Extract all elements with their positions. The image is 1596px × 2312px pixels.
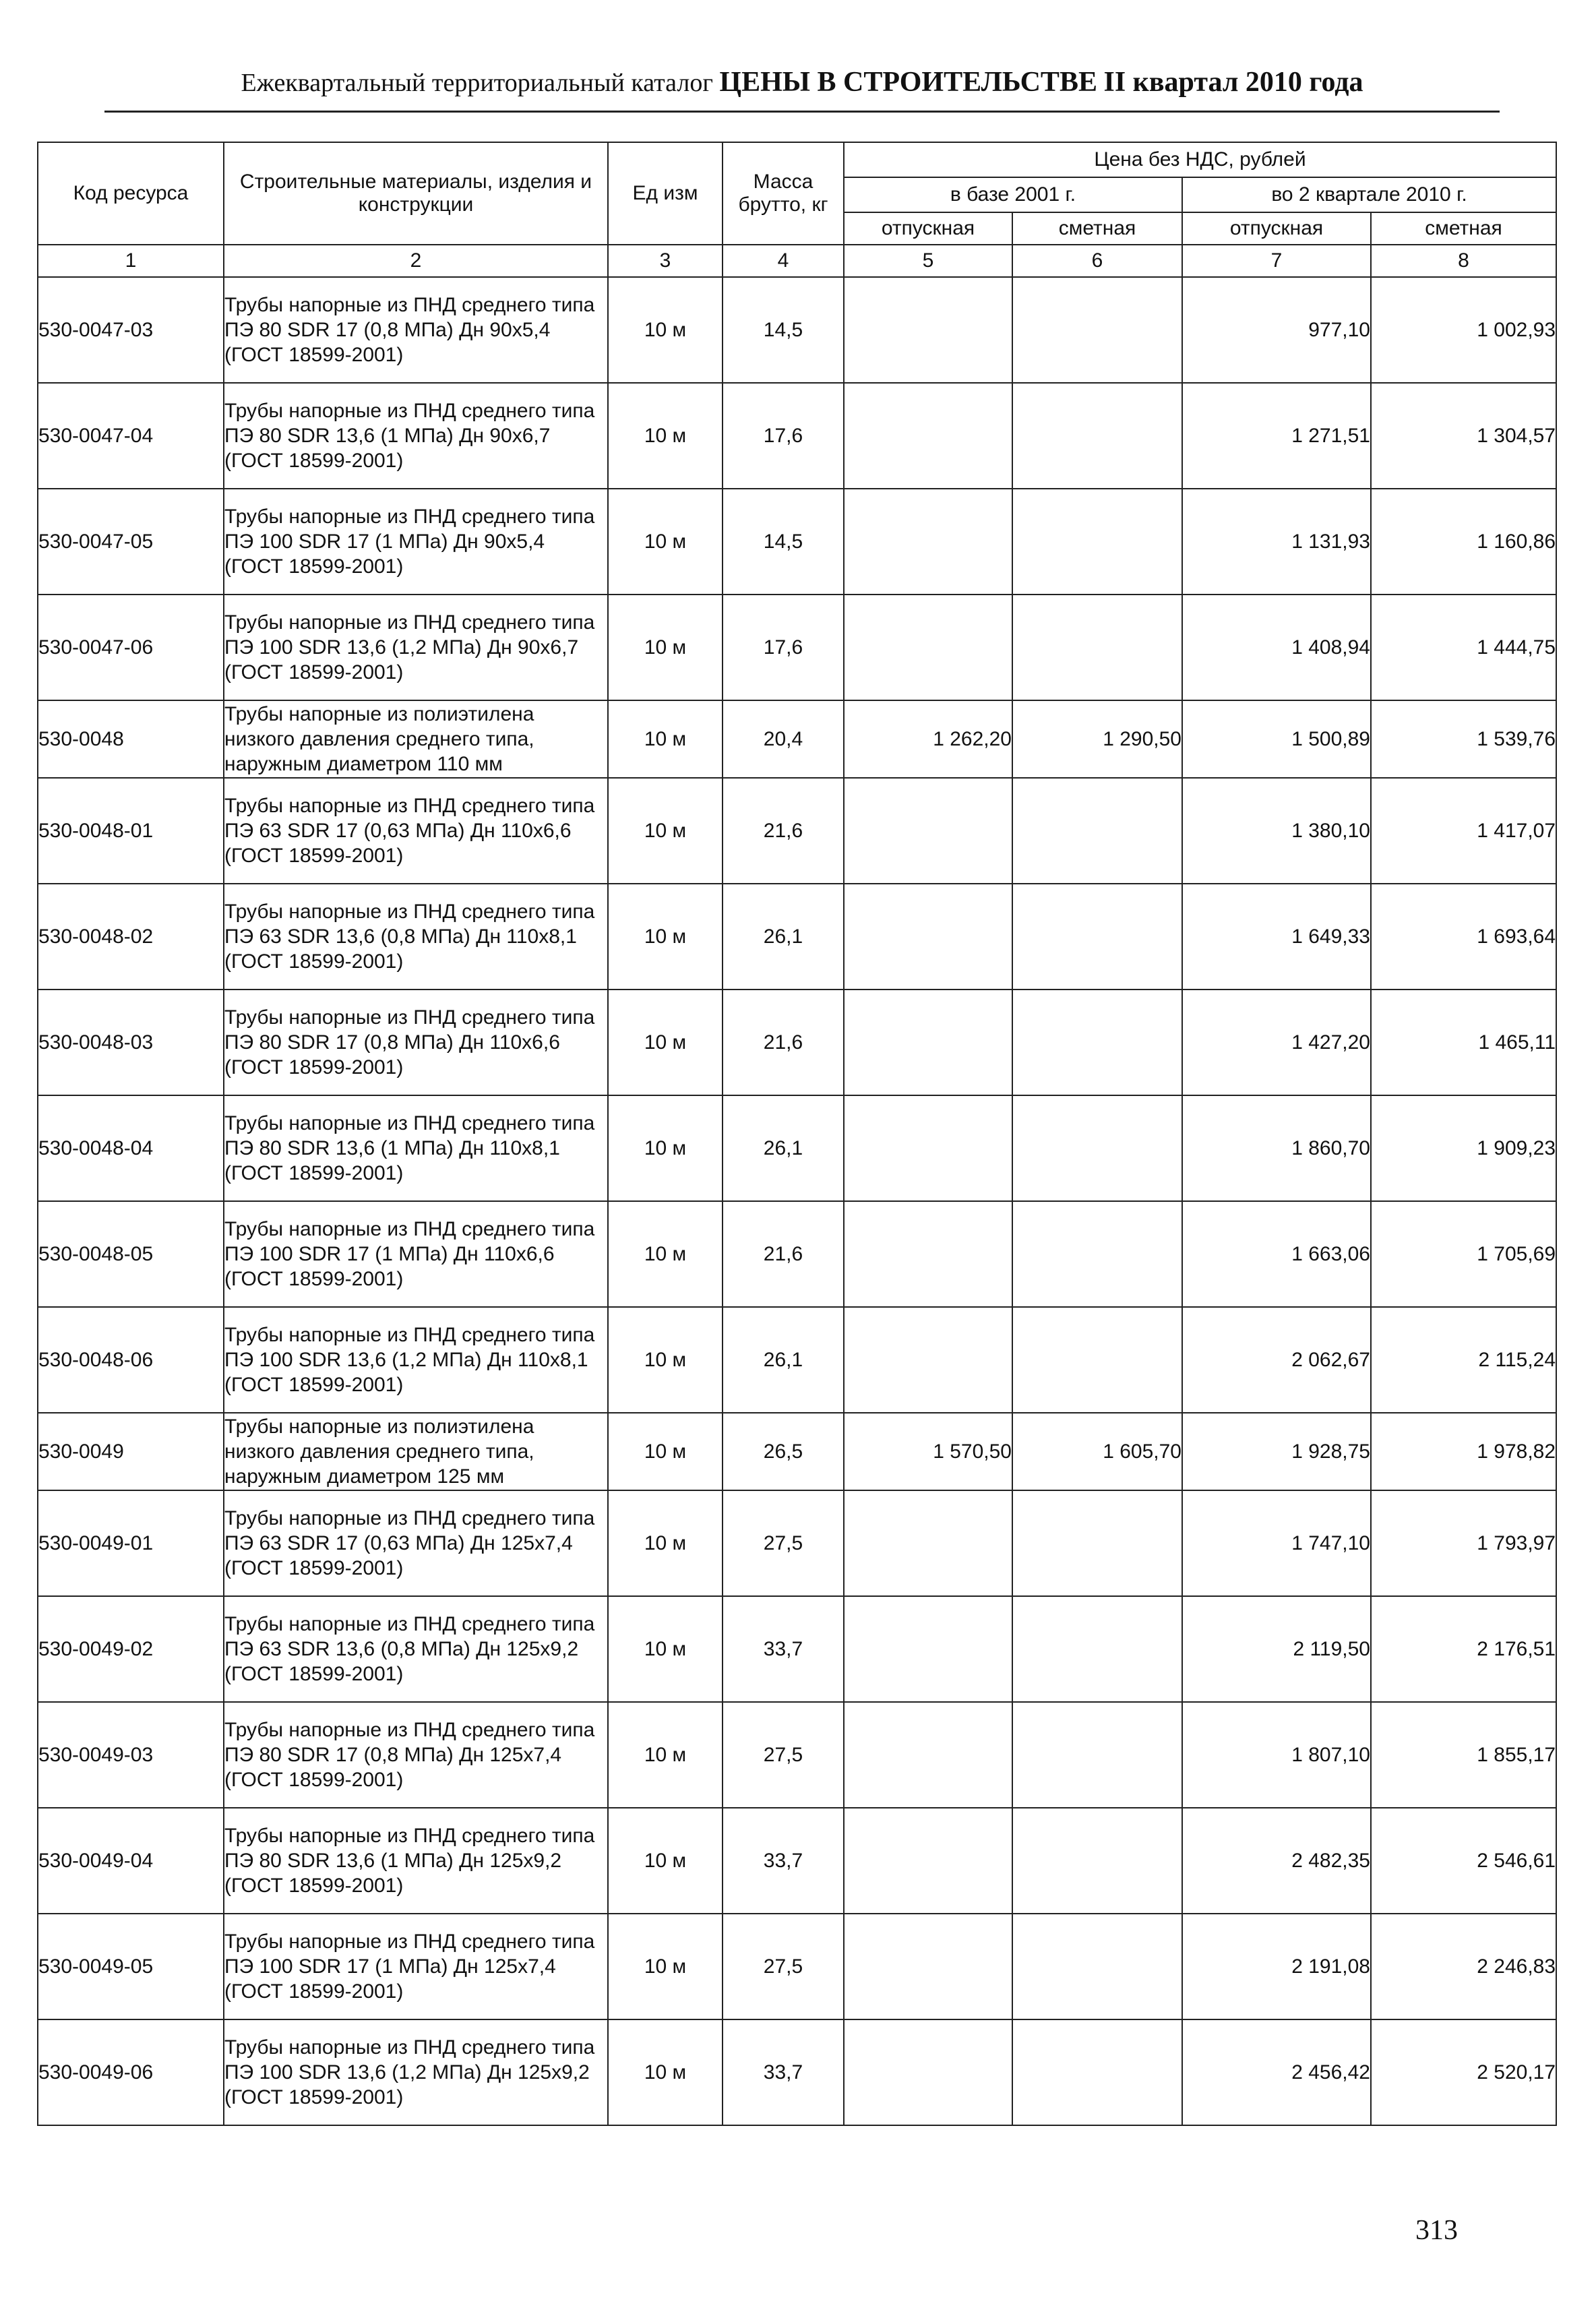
cell-current-release-price: 1 500,89: [1182, 700, 1371, 778]
cell-gross-mass: 27,5: [723, 1702, 844, 1808]
cell-resource-code: 530-0048-03: [38, 990, 224, 1095]
cell-current-release-price: 1 649,33: [1182, 884, 1371, 990]
cell-base-estimate-price: [1012, 1914, 1182, 2019]
cell-base-estimate-price: [1012, 1596, 1182, 1702]
cell-resource-code: 530-0049-05: [38, 1914, 224, 2019]
cell-base-release-price: [844, 2019, 1012, 2125]
cell-base-estimate-price: [1012, 1307, 1182, 1413]
cell-base-release-price: [844, 990, 1012, 1095]
cell-base-estimate-price: [1012, 277, 1182, 383]
column-number: 3: [608, 245, 723, 277]
cell-resource-code: 530-0047-04: [38, 383, 224, 489]
table-row: [38, 595, 1556, 700]
table-row: [38, 1490, 1556, 1596]
cell-base-release-price: [844, 1490, 1012, 1596]
cell-current-estimate-price: 1 465,11: [1371, 990, 1556, 1095]
table-row: [38, 1413, 1556, 1490]
cell-gross-mass: 14,5: [723, 489, 844, 595]
table-row: [38, 884, 1556, 990]
page-number: 313: [1415, 2215, 1458, 2246]
cell-resource-code: 530-0048-01: [38, 778, 224, 884]
cell-resource-code: 530-0049-04: [38, 1808, 224, 1914]
cell-base-estimate-price: [1012, 1201, 1182, 1307]
cell-current-release-price: 1 131,93: [1182, 489, 1371, 595]
cell-resource-code: 530-0049-02: [38, 1596, 224, 1702]
cell-gross-mass: 27,5: [723, 1490, 844, 1596]
cell-unit: 10 м: [608, 1095, 723, 1201]
cell-unit: 10 м: [608, 700, 723, 778]
cell-gross-mass: 21,6: [723, 990, 844, 1095]
cell-unit: 10 м: [608, 778, 723, 884]
cell-unit: 10 м: [608, 1596, 723, 1702]
cell-current-estimate-price: 1 909,23: [1371, 1095, 1556, 1201]
cell-current-estimate-price: 1 417,07: [1371, 778, 1556, 884]
cell-base-release-price: 1 262,20: [844, 700, 1012, 778]
cell-material-name: Трубы напорные из полиэтилена низкого давления среднего типа, наружным диаметром 110 мм: [224, 700, 608, 778]
cell-current-estimate-price: 1 855,17: [1371, 1702, 1556, 1808]
cell-current-estimate-price: 2 520,17: [1371, 2019, 1556, 2125]
cell-base-estimate-price: [1012, 383, 1182, 489]
col-header-base-release: отпускная: [844, 212, 1012, 245]
cell-resource-code: 530-0049-06: [38, 2019, 224, 2125]
cell-base-release-price: [844, 595, 1012, 700]
cell-resource-code: 530-0049: [38, 1413, 224, 1490]
cell-unit: 10 м: [608, 277, 723, 383]
cell-base-estimate-price: [1012, 489, 1182, 595]
price-table: [37, 142, 1557, 2126]
cell-material-name: Трубы напорные из ПНД среднего типа ПЭ 80 SDR 17 (0,8 МПа) Дн 125х7,4 (ГОСТ 18599-2001): [224, 1702, 608, 1808]
cell-current-estimate-price: 2 176,51: [1371, 1596, 1556, 1702]
table-row: [38, 990, 1556, 1095]
header-prefix: Ежеквартальный территориальный каталог: [241, 69, 713, 97]
cell-current-estimate-price: 1 705,69: [1371, 1201, 1556, 1307]
table-row: [38, 1596, 1556, 1702]
cell-material-name: Трубы напорные из ПНД среднего типа ПЭ 100 SDR 13,6 (1,2 МПа) Дн 90х6,7 (ГОСТ 18599-2001): [224, 595, 608, 700]
cell-unit: 10 м: [608, 1808, 723, 1914]
cell-base-release-price: [844, 1596, 1012, 1702]
table-row: [38, 1307, 1556, 1413]
cell-current-estimate-price: 2 115,24: [1371, 1307, 1556, 1413]
cell-gross-mass: 33,7: [723, 1596, 844, 1702]
column-number: 4: [723, 245, 844, 277]
cell-current-release-price: 1 380,10: [1182, 778, 1371, 884]
cell-base-estimate-price: [1012, 1702, 1182, 1808]
table-body: [38, 277, 1556, 2125]
table-row: [38, 1702, 1556, 1808]
cell-material-name: Трубы напорные из ПНД среднего типа ПЭ 63 SDR 13,6 (0,8 МПа) Дн 110х8,1 (ГОСТ 18599-2001): [224, 884, 608, 990]
cell-current-estimate-price: 1 160,86: [1371, 489, 1556, 595]
header-title: ЦЕНЫ В СТРОИТЕЛЬСТВЕ: [719, 67, 1097, 98]
cell-base-estimate-price: [1012, 990, 1182, 1095]
cell-material-name: Трубы напорные из ПНД среднего типа ПЭ 80 SDR 13,6 (1 МПа) Дн 110х8,1 (ГОСТ 18599-2001): [224, 1095, 608, 1201]
column-number: 2: [224, 245, 608, 277]
table-row: [38, 2019, 1556, 2125]
cell-resource-code: 530-0047-03: [38, 277, 224, 383]
table-row: [38, 383, 1556, 489]
cell-gross-mass: 17,6: [723, 595, 844, 700]
cell-material-name: Трубы напорные из ПНД среднего типа ПЭ 100 SDR 13,6 (1,2 МПа) Дн 110х8,1 (ГОСТ 18599-2001): [224, 1307, 608, 1413]
cell-unit: 10 м: [608, 2019, 723, 2125]
cell-gross-mass: 26,1: [723, 1307, 844, 1413]
table-row: [38, 1201, 1556, 1307]
cell-resource-code: 530-0048-05: [38, 1201, 224, 1307]
col-header-name: Строительные материалы, изделия и конструкции: [224, 142, 608, 245]
cell-base-release-price: 1 570,50: [844, 1413, 1012, 1490]
column-number: 1: [38, 245, 224, 277]
cell-current-release-price: 1 807,10: [1182, 1702, 1371, 1808]
header-rule: [104, 111, 1500, 113]
cell-current-release-price: 1 928,75: [1182, 1413, 1371, 1490]
cell-base-estimate-price: [1012, 1095, 1182, 1201]
col-header-code: Код ресурса: [38, 142, 224, 245]
cell-unit: 10 м: [608, 1201, 723, 1307]
cell-base-estimate-price: 1 290,50: [1012, 700, 1182, 778]
cell-current-release-price: 2 119,50: [1182, 1596, 1371, 1702]
cell-material-name: Трубы напорные из ПНД среднего типа ПЭ 80 SDR 17 (0,8 МПа) Дн 110х6,6 (ГОСТ 18599-2001): [224, 990, 608, 1095]
cell-material-name: Трубы напорные из ПНД среднего типа ПЭ 100 SDR 13,6 (1,2 МПа) Дн 125х9,2 (ГОСТ 18599-2001): [224, 2019, 608, 2125]
cell-current-release-price: 1 663,06: [1182, 1201, 1371, 1307]
cell-current-release-price: 1 271,51: [1182, 383, 1371, 489]
cell-material-name: Трубы напорные из полиэтилена низкого давления среднего типа, наружным диаметром 125 мм: [224, 1413, 608, 1490]
cell-material-name: Трубы напорные из ПНД среднего типа ПЭ 63 SDR 13,6 (0,8 МПа) Дн 125х9,2 (ГОСТ 18599-2001): [224, 1596, 608, 1702]
cell-current-estimate-price: 1 444,75: [1371, 595, 1556, 700]
cell-current-estimate-price: 1 793,97: [1371, 1490, 1556, 1596]
table-row: [38, 700, 1556, 778]
page-header: [108, 66, 1496, 98]
cell-base-estimate-price: [1012, 1808, 1182, 1914]
cell-current-release-price: 2 062,67: [1182, 1307, 1371, 1413]
cell-current-estimate-price: 2 246,83: [1371, 1914, 1556, 2019]
cell-material-name: Трубы напорные из ПНД среднего типа ПЭ 63 SDR 17 (0,63 МПа) Дн 110х6,6 (ГОСТ 18599-2001): [224, 778, 608, 884]
cell-current-estimate-price: 1 304,57: [1371, 383, 1556, 489]
cell-base-estimate-price: [1012, 1490, 1182, 1596]
cell-resource-code: 530-0048-04: [38, 1095, 224, 1201]
cell-resource-code: 530-0048: [38, 700, 224, 778]
cell-current-release-price: 2 456,42: [1182, 2019, 1371, 2125]
cell-resource-code: 530-0049-03: [38, 1702, 224, 1808]
cell-unit: 10 м: [608, 383, 723, 489]
cell-current-release-price: 1 747,10: [1182, 1490, 1371, 1596]
col-header-price: Цена без НДС, рублей: [844, 142, 1556, 177]
cell-material-name: Трубы напорные из ПНД среднего типа ПЭ 80 SDR 13,6 (1 МПа) Дн 125х9,2 (ГОСТ 18599-2001): [224, 1808, 608, 1914]
col-header-base-2001: в базе 2001 г.: [844, 177, 1182, 212]
col-header-current-2010: во 2 квартале 2010 г.: [1182, 177, 1556, 212]
col-header-mass: Масса брутто, кг: [723, 142, 844, 245]
cell-base-estimate-price: [1012, 884, 1182, 990]
cell-gross-mass: 33,7: [723, 1808, 844, 1914]
cell-material-name: Трубы напорные из ПНД среднего типа ПЭ 80 SDR 13,6 (1 МПа) Дн 90х6,7 (ГОСТ 18599-2001): [224, 383, 608, 489]
cell-unit: 10 м: [608, 1914, 723, 2019]
cell-base-release-price: [844, 1702, 1012, 1808]
table-row: [38, 489, 1556, 595]
cell-current-release-price: 977,10: [1182, 277, 1371, 383]
col-header-current-estimate: сметная: [1371, 212, 1556, 245]
col-header-base-estimate: сметная: [1012, 212, 1182, 245]
cell-base-release-price: [844, 1095, 1012, 1201]
cell-unit: 10 м: [608, 1307, 723, 1413]
cell-resource-code: 530-0048-02: [38, 884, 224, 990]
cell-material-name: Трубы напорные из ПНД среднего типа ПЭ 100 SDR 17 (1 МПа) Дн 90х5,4 (ГОСТ 18599-2001): [224, 489, 608, 595]
cell-material-name: Трубы напорные из ПНД среднего типа ПЭ 100 SDR 17 (1 МПа) Дн 125х7,4 (ГОСТ 18599-2001): [224, 1914, 608, 2019]
cell-base-release-price: [844, 1808, 1012, 1914]
cell-current-release-price: 1 408,94: [1182, 595, 1371, 700]
cell-current-estimate-price: 2 546,61: [1371, 1808, 1556, 1914]
cell-material-name: Трубы напорные из ПНД среднего типа ПЭ 80 SDR 17 (0,8 МПа) Дн 90х5,4 (ГОСТ 18599-2001): [224, 277, 608, 383]
column-number: 5: [844, 245, 1012, 277]
table-row: [38, 277, 1556, 383]
cell-resource-code: 530-0047-06: [38, 595, 224, 700]
cell-base-release-price: [844, 778, 1012, 884]
cell-current-estimate-price: 1 693,64: [1371, 884, 1556, 990]
cell-unit: 10 м: [608, 1413, 723, 1490]
cell-gross-mass: 26,1: [723, 884, 844, 990]
cell-material-name: Трубы напорные из ПНД среднего типа ПЭ 63 SDR 17 (0,63 МПа) Дн 125х7,4 (ГОСТ 18599-2001): [224, 1490, 608, 1596]
table-row: [38, 1808, 1556, 1914]
cell-resource-code: 530-0049-01: [38, 1490, 224, 1596]
table-row: [38, 1914, 1556, 2019]
column-number: 8: [1371, 245, 1556, 277]
cell-base-estimate-price: [1012, 778, 1182, 884]
cell-current-release-price: 1 427,20: [1182, 990, 1371, 1095]
cell-current-estimate-price: 1 539,76: [1371, 700, 1556, 778]
table-row: [38, 1095, 1556, 1201]
table-row: [38, 778, 1556, 884]
cell-gross-mass: 21,6: [723, 1201, 844, 1307]
header-period: II квартал 2010 года: [1103, 67, 1363, 98]
cell-base-estimate-price: [1012, 2019, 1182, 2125]
cell-gross-mass: 26,5: [723, 1413, 844, 1490]
cell-unit: 10 м: [608, 884, 723, 990]
cell-resource-code: 530-0048-06: [38, 1307, 224, 1413]
cell-base-release-price: [844, 884, 1012, 990]
cell-gross-mass: 21,6: [723, 778, 844, 884]
cell-gross-mass: 14,5: [723, 277, 844, 383]
cell-current-release-price: 2 191,08: [1182, 1914, 1371, 2019]
cell-gross-mass: 20,4: [723, 700, 844, 778]
column-number: 7: [1182, 245, 1371, 277]
cell-unit: 10 м: [608, 489, 723, 595]
column-number: 6: [1012, 245, 1182, 277]
cell-current-estimate-price: 1 978,82: [1371, 1413, 1556, 1490]
cell-resource-code: 530-0047-05: [38, 489, 224, 595]
cell-base-estimate-price: [1012, 595, 1182, 700]
cell-material-name: Трубы напорные из ПНД среднего типа ПЭ 100 SDR 17 (1 МПа) Дн 110х6,6 (ГОСТ 18599-2001): [224, 1201, 608, 1307]
cell-gross-mass: 27,5: [723, 1914, 844, 2019]
column-number-row: [38, 245, 1556, 277]
cell-unit: 10 м: [608, 990, 723, 1095]
cell-unit: 10 м: [608, 1702, 723, 1808]
cell-base-release-price: [844, 1307, 1012, 1413]
cell-unit: 10 м: [608, 595, 723, 700]
cell-base-release-price: [844, 489, 1012, 595]
cell-base-release-price: [844, 1201, 1012, 1307]
cell-base-release-price: [844, 383, 1012, 489]
cell-current-release-price: 2 482,35: [1182, 1808, 1371, 1914]
cell-base-release-price: [844, 277, 1012, 383]
cell-gross-mass: 33,7: [723, 2019, 844, 2125]
cell-base-estimate-price: 1 605,70: [1012, 1413, 1182, 1490]
col-header-unit: Ед изм: [608, 142, 723, 245]
cell-current-release-price: 1 860,70: [1182, 1095, 1371, 1201]
cell-gross-mass: 17,6: [723, 383, 844, 489]
cell-gross-mass: 26,1: [723, 1095, 844, 1201]
cell-unit: 10 м: [608, 1490, 723, 1596]
col-header-current-release: отпускная: [1182, 212, 1371, 245]
cell-base-release-price: [844, 1914, 1012, 2019]
cell-current-estimate-price: 1 002,93: [1371, 277, 1556, 383]
